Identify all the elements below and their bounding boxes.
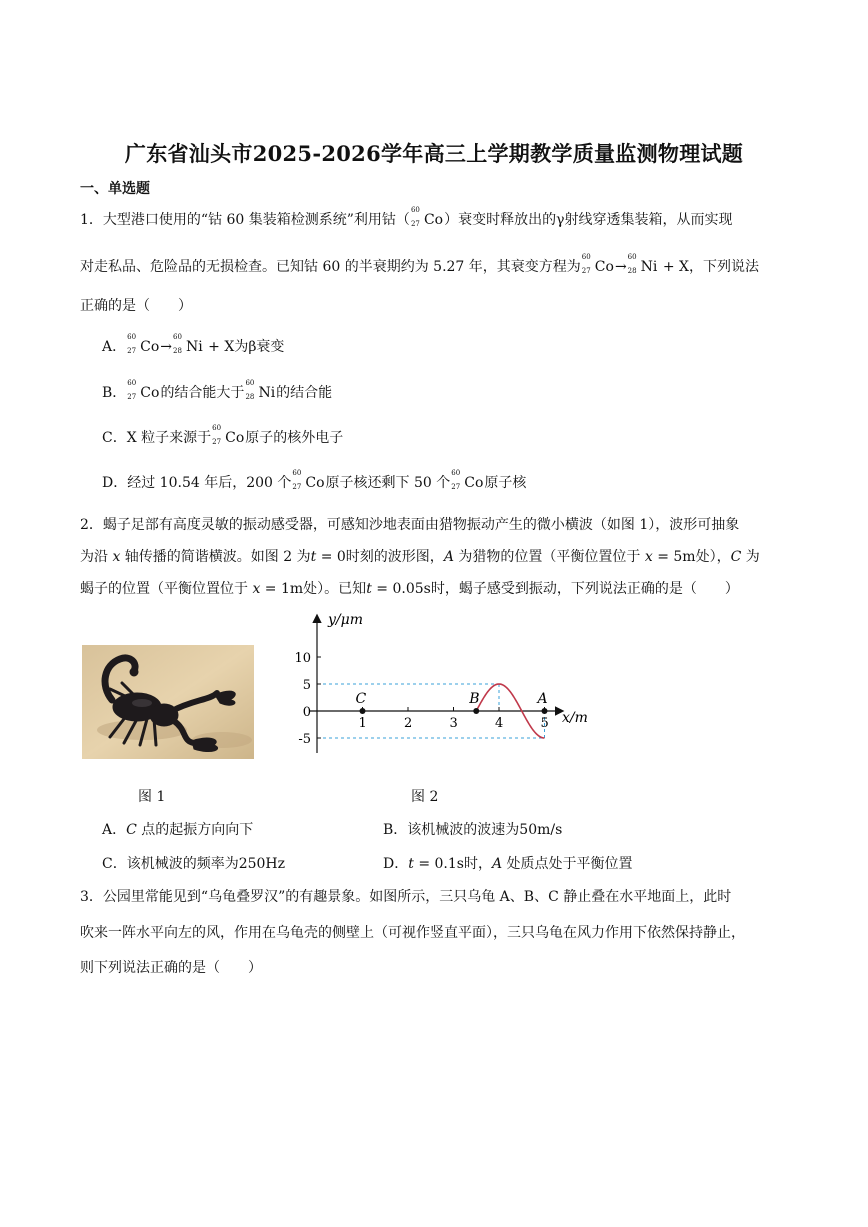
point-label-C: C: [355, 691, 367, 707]
x-tick-label: 2: [404, 716, 413, 731]
y-axis-label: y/μm: [328, 612, 363, 628]
nuclide-co60: 60 27 Co: [410, 206, 444, 228]
y-tick-label: 0: [302, 705, 311, 720]
x-tick-label: 5: [540, 716, 549, 731]
q3-line-2: 吹来一阵水平向左的风，作用在乌龟壳的侧壁上（可视作竖直平面），三只乌龟在风力作用下依然保持静止，: [80, 925, 745, 941]
point-A: [542, 708, 548, 714]
q3-line-3: 则下列说法正确的是（ ）: [80, 960, 262, 976]
q2-line-2: 为沿 x 轴传播的简谐横波。如图 2 为t = 0时刻的波形图，A 为猎物的位置（平衡位置位于 x = 5m处），C 为: [80, 549, 760, 565]
q1-line-2: 对走私品、危险品的无损检查。已知钴 60 的半衰期约为 5.27 年，其衰变方程为 60 27 Co→ 60 28 Ni + X，下列说法: [80, 253, 760, 275]
q2-line-3: 蝎子的位置（平衡位置位于 x = 1m处）。已知t = 0.05s时，蝎子感受到振动，下列说法正确的是（ ）: [80, 581, 739, 597]
point-label-B: B: [469, 691, 480, 707]
nuclide-ni60: 60 28 Ni: [627, 253, 658, 275]
q2-line-1: 2．蝎子足部有高度灵敏的振动感受器，可感知沙地表面由猎物振动产生的微小横波（如图 1），波形可抽象: [80, 517, 740, 533]
q1-option-c[interactable]: C．X 粒子来源于 60 27 Co原子的核外电子: [102, 424, 344, 446]
x-tick-label: 1: [358, 716, 367, 731]
x-axis-label: x/m: [562, 710, 588, 726]
point-C: [360, 708, 366, 714]
q1-line-3: 正确的是（ ）: [80, 298, 192, 314]
page-title: 广东省汕头市2025-2026学年高三上学期教学质量监测物理试题: [124, 141, 744, 166]
nuclide-co60: 60 27 Co: [581, 253, 614, 275]
figure-2-caption: 图 2: [411, 789, 439, 805]
figure-1-caption: 图 1: [138, 789, 166, 805]
point-label-A: A: [537, 691, 548, 707]
q1-option-d[interactable]: D．经过 10.54 年后，200 个 60 27 Co原子核还剩下 50 个 60 27 Co原子核: [102, 469, 527, 491]
q1-option-a[interactable]: A． 60 27 Co→ 60 28 Ni + X为β衰变: [102, 333, 285, 355]
x-tick-label: 4: [495, 716, 504, 731]
y-tick-label: 5: [302, 678, 311, 693]
scorpion-photo: [82, 645, 254, 759]
wave-chart: [290, 608, 610, 768]
q2-option-c[interactable]: C．该机械波的频率为250Hz: [102, 856, 286, 872]
q3-line-1: 3．公园里常能见到“乌龟叠罗汉”的有趣景象。如图所示，三只乌龟 A、B、C 静止叠在水平地面上，此时: [80, 889, 732, 905]
x-tick-label: 3: [449, 716, 458, 731]
section-heading: 一、单选题: [80, 181, 150, 197]
y-tick-label: 10: [294, 651, 311, 666]
q2-option-a[interactable]: A．C 点的起振方向向下: [102, 822, 254, 838]
q1-option-b[interactable]: B． 60 27 Co的结合能大于 60 28 Ni的结合能: [102, 379, 333, 401]
q2-option-b[interactable]: B．该机械波的波速为50m/s: [383, 822, 563, 838]
q2-option-d[interactable]: D．t = 0.1s时，A 处质点处于平衡位置: [383, 856, 633, 872]
point-B: [473, 708, 479, 714]
y-tick-label: -5: [298, 732, 311, 747]
q1-line-1: 1．大型港口使用的“钴 60 集装箱检测系统”利用钴（ 60 27 Co）衰变时释放出的γ射线穿透集装箱，从而实现: [80, 206, 733, 228]
